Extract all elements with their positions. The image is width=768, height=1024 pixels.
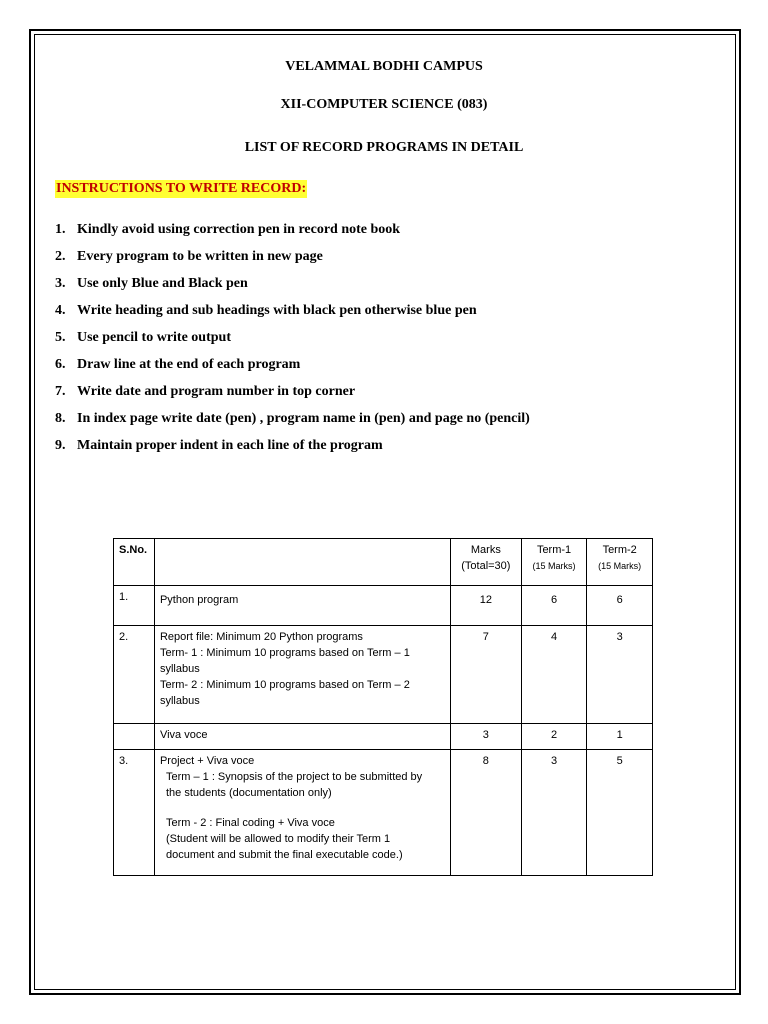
subject-heading: XII-COMPUTER SCIENCE (083) <box>280 97 488 112</box>
row-sno: 3. <box>114 750 155 876</box>
instruction-text: Write heading and sub headings with black pen otherwise blue pen <box>77 303 477 318</box>
row-description-line: Python program <box>159 594 239 606</box>
instruction-item <box>55 382 530 409</box>
row-description-line: Viva voce <box>159 729 208 741</box>
instruction-item <box>55 301 530 328</box>
header-term2-marks: (15 Marks) <box>598 561 642 571</box>
row-description <box>154 750 450 876</box>
instruction-text: Use pencil to write output <box>77 330 231 345</box>
list-title: LIST OF RECORD PROGRAMS IN DETAIL <box>244 140 524 155</box>
instruction-number: 6. <box>55 357 66 372</box>
row-sno <box>114 724 155 750</box>
campus-heading: VELAMMAL BODHI CAMPUS <box>285 59 483 74</box>
row-term1: 4 <box>521 626 587 724</box>
instruction-number: 3. <box>55 276 66 291</box>
instructions-list <box>55 220 530 463</box>
row-term2: 5 <box>587 750 653 876</box>
marks-table <box>113 538 653 876</box>
row-description-line: Term- 2 : Minimum 10 programs based on Term – 2 <box>159 679 410 691</box>
row-term2: 6 <box>587 586 653 626</box>
instruction-text: Write date and program number in top corner <box>77 384 356 399</box>
row-term1: 3 <box>521 750 587 876</box>
instruction-text: In index page write date (pen) , program name in (pen) and page no (pencil) <box>77 411 530 426</box>
row-description <box>154 586 450 626</box>
instruction-text: Every program to be written in new page <box>77 249 323 264</box>
header-term1-marks: (15 Marks) <box>532 561 576 571</box>
instruction-item <box>55 409 530 436</box>
instruction-text: Maintain proper indent in each line of the program <box>77 438 383 453</box>
instructions-title: INSTRUCTIONS TO WRITE RECORD: <box>56 181 307 196</box>
instruction-item <box>55 328 530 355</box>
table-row <box>114 626 653 724</box>
header-term1 <box>521 539 587 586</box>
row-description-line: the students (documentation only) <box>165 787 332 799</box>
instruction-item <box>55 355 530 382</box>
instruction-item <box>55 436 530 463</box>
header-term2 <box>587 539 653 586</box>
instruction-number: 5. <box>55 330 66 345</box>
instruction-number: 9. <box>55 438 66 453</box>
header-marks-label: Marks <box>470 544 501 556</box>
row-description-line: document and submit the final executable code.) <box>165 849 403 861</box>
header-description <box>154 539 450 586</box>
row-term2: 1 <box>587 724 653 750</box>
instruction-text: Kindly avoid using correction pen in record note book <box>77 222 401 237</box>
instruction-number: 8. <box>55 411 66 426</box>
row-marks: 12 <box>450 586 521 626</box>
table-header-row <box>114 539 653 586</box>
instruction-number: 2. <box>55 249 66 264</box>
row-description-line: syllabus <box>159 695 200 707</box>
instruction-number: 4. <box>55 303 66 318</box>
header-sno: S.No. <box>114 539 155 586</box>
row-marks: 7 <box>450 626 521 724</box>
row-term2: 3 <box>587 626 653 724</box>
row-description-line: Term- 1 : Minimum 10 programs based on Term – 1 <box>159 647 410 659</box>
row-sno: 1. <box>114 586 155 626</box>
row-term1: 6 <box>521 586 587 626</box>
header-term2-label: Term-2 <box>602 544 637 556</box>
table-row <box>114 750 653 876</box>
instruction-number: 7. <box>55 384 66 399</box>
row-term1: 2 <box>521 724 587 750</box>
instruction-number: 1. <box>55 222 66 237</box>
row-description-line: syllabus <box>159 663 200 675</box>
row-description <box>154 626 450 724</box>
row-description <box>154 724 450 750</box>
table-row <box>114 586 653 626</box>
instruction-item <box>55 247 530 274</box>
row-description-line: Report file: Minimum 20 Python programs <box>159 631 363 643</box>
row-description-line: Project + Viva voce <box>159 755 255 767</box>
header-term1-label: Term-1 <box>536 544 572 556</box>
header-marks <box>450 539 521 586</box>
row-description-spacer <box>160 801 445 815</box>
header-marks-total: (Total=30) <box>461 560 511 572</box>
row-marks: 3 <box>450 724 521 750</box>
instruction-item <box>55 274 530 301</box>
row-description-line: (Student will be allowed to modify their Term 1 <box>165 833 391 845</box>
row-sno: 2. <box>114 626 155 724</box>
table-row <box>114 724 653 750</box>
instruction-item <box>55 220 530 247</box>
instruction-text: Use only Blue and Black pen <box>77 276 248 291</box>
row-marks: 8 <box>450 750 521 876</box>
row-description-line: Term – 1 : Synopsis of the project to be submitted by <box>165 771 423 783</box>
row-description-line: Term - 2 : Final coding + Viva voce <box>165 817 335 829</box>
instruction-text: Draw line at the end of each program <box>77 357 301 372</box>
